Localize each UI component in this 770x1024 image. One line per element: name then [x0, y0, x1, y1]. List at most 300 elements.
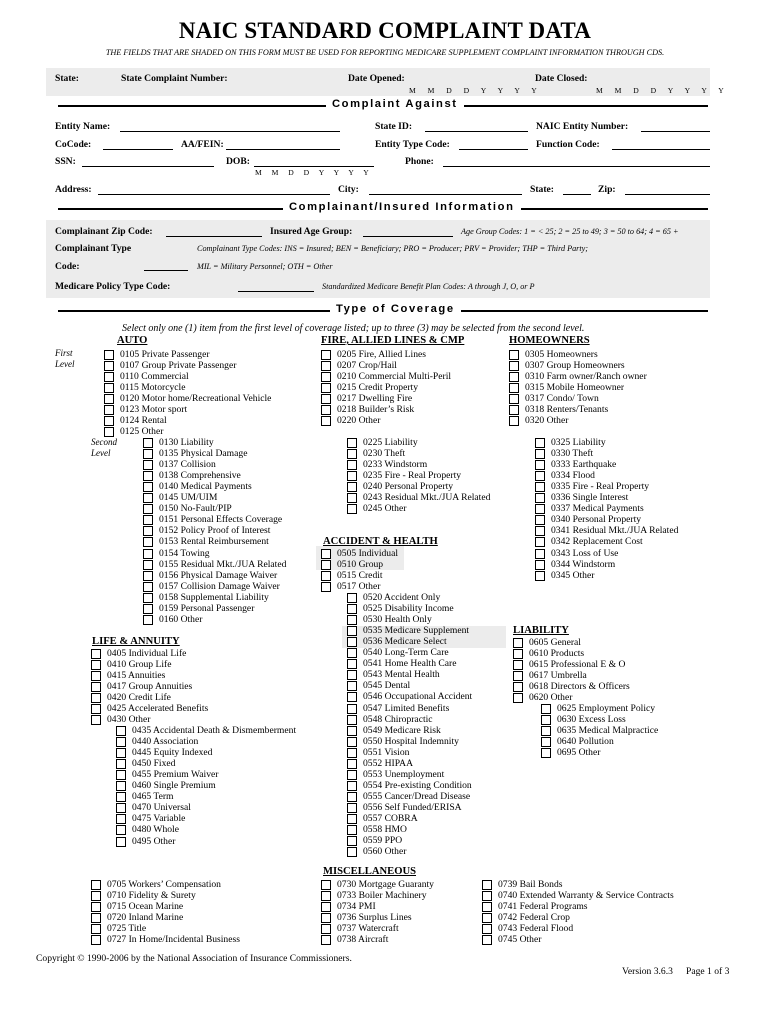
option-label: 0618 Directors & Officers: [529, 681, 630, 693]
option-label: 0739 Bail Bonds: [498, 879, 563, 890]
option-label: 0740 Extended Warranty & Service Contracts: [498, 890, 674, 902]
coverage-instruction: Select only one (1) item from the first level of coverage listed; up to three (3) may be selected from the second level.: [122, 323, 585, 334]
checkbox[interactable]: [535, 560, 545, 570]
address-label: Address:: [55, 184, 92, 195]
zip-label: Zip:: [598, 184, 616, 195]
checkbox[interactable]: [116, 792, 126, 802]
checkbox[interactable]: [541, 748, 551, 758]
checkbox[interactable]: [321, 902, 331, 912]
option-label: 0557 COBRA: [363, 813, 418, 824]
checkbox[interactable]: [143, 449, 153, 459]
checkbox[interactable]: [116, 814, 126, 824]
checkbox[interactable]: [143, 460, 153, 470]
checkbox[interactable]: [321, 394, 331, 404]
ssn-field[interactable]: [82, 166, 214, 167]
ssn-label: SSN:: [55, 156, 76, 167]
first-level-label-2: Level: [55, 359, 75, 369]
miscellaneous-header: MISCELLANEOUS: [323, 866, 417, 877]
checkbox[interactable]: [116, 748, 126, 758]
checkbox[interactable]: [347, 759, 357, 769]
option-label: 0233 Windstorm: [363, 459, 428, 471]
option-label: 0530 Health Only: [363, 614, 432, 626]
checkbox[interactable]: [321, 350, 331, 360]
option-label: 0240 Personal Property: [363, 481, 454, 493]
checkbox[interactable]: [347, 449, 357, 459]
option-label: 0230 Theft: [363, 448, 406, 460]
option-label: 0120 Motor home/Recreational Vehicle: [120, 393, 272, 405]
checkbox[interactable]: [513, 682, 523, 692]
option-label: 0245 Other: [363, 503, 407, 515]
state-id-field[interactable]: [425, 131, 528, 132]
checkbox[interactable]: [541, 737, 551, 747]
option-label: 0725 Title: [107, 923, 147, 935]
checkbox[interactable]: [91, 649, 101, 659]
checkbox[interactable]: [535, 438, 545, 448]
first-level-label: First: [55, 348, 73, 358]
aafein-label: AA/FEIN:: [181, 139, 224, 150]
checkbox[interactable]: [143, 493, 153, 503]
checkbox[interactable]: [321, 891, 331, 901]
option-label: 0553 Unemployment: [363, 768, 445, 780]
checkbox[interactable]: [116, 726, 126, 736]
option-label: 0555 Cancer/Dread Disease: [363, 790, 471, 802]
option-label: 0334 Flood: [551, 470, 595, 482]
checkbox[interactable]: [541, 715, 551, 725]
option-label: 0225 Liability: [363, 437, 418, 448]
checkbox[interactable]: [482, 913, 492, 923]
checkbox[interactable]: [482, 891, 492, 901]
option-label: 0495 Other: [132, 835, 176, 847]
policy-type-code-field[interactable]: [238, 291, 314, 292]
checkbox[interactable]: [509, 383, 519, 393]
option-label: 0115 Motorcycle: [120, 382, 186, 394]
option-label: 0450 Fixed: [132, 758, 176, 770]
checkbox[interactable]: [509, 394, 519, 404]
checkbox[interactable]: [143, 515, 153, 525]
checkbox[interactable]: [116, 759, 126, 769]
state-complaint-number-label: State Complaint Number:: [121, 73, 228, 84]
option-label: 0335 Fire - Real Property: [551, 481, 650, 493]
option-label: 0435 Accidental Death & Dismemberment: [132, 725, 297, 736]
checkbox[interactable]: [91, 693, 101, 703]
checkbox[interactable]: [509, 416, 519, 426]
option-label: 0536 Medicare Select: [363, 636, 447, 648]
option-label: 0342 Replacement Cost: [551, 536, 643, 548]
phone-field[interactable]: [443, 166, 710, 167]
checkbox[interactable]: [347, 748, 357, 758]
checkbox[interactable]: [143, 549, 153, 559]
insured-age-group-field[interactable]: [363, 236, 453, 237]
checkbox[interactable]: [116, 825, 126, 835]
date-opened-format: M M D D Y Y Y Y: [409, 86, 542, 95]
entity-name-field[interactable]: [120, 131, 340, 132]
checkbox[interactable]: [91, 682, 101, 692]
checkbox[interactable]: [535, 460, 545, 470]
option-label: 0110 Commercial: [120, 371, 189, 383]
option-label: 0336 Single Interest: [551, 492, 629, 504]
option-label: 0153 Rental Reimbursement: [159, 536, 269, 548]
form-title: NAIC STANDARD COMPLAINT DATA: [178, 18, 592, 43]
checkbox[interactable]: [143, 438, 153, 448]
checkbox[interactable]: [116, 770, 126, 780]
checkbox[interactable]: [321, 560, 331, 570]
checkbox[interactable]: [104, 394, 114, 404]
checkbox[interactable]: [104, 383, 114, 393]
checkbox[interactable]: [347, 604, 357, 614]
checkbox[interactable]: [321, 924, 331, 934]
city-label: City:: [338, 184, 359, 195]
checkbox[interactable]: [321, 880, 331, 890]
option-label: 0470 Universal: [132, 802, 191, 814]
checkbox[interactable]: [104, 350, 114, 360]
function-code-field[interactable]: [612, 149, 710, 150]
option-label: 0741 Federal Programs: [498, 901, 588, 913]
liability-header: LIABILITY: [513, 625, 569, 636]
checkbox[interactable]: [347, 615, 357, 625]
option-label: 0154 Towing: [159, 547, 210, 559]
option-label: 0554 Pre-existing Condition: [363, 779, 472, 791]
option-label: 0333 Earthquake: [551, 459, 617, 471]
zip-field[interactable]: [625, 194, 710, 195]
checkbox[interactable]: [535, 515, 545, 525]
age-group-codes: Age Group Codes: 1 = < 25; 2 = 25 to 49; 3 = 50 to 64; 4 = 65 +: [461, 227, 679, 236]
checkbox[interactable]: [541, 704, 551, 714]
checkbox[interactable]: [347, 659, 357, 669]
entity-name-label: Entity Name:: [55, 121, 111, 132]
checkbox[interactable]: [347, 471, 357, 481]
checkbox[interactable]: [321, 913, 331, 923]
checkbox[interactable]: [321, 416, 331, 426]
checkbox[interactable]: [347, 681, 357, 691]
checkbox[interactable]: [347, 836, 357, 846]
checkbox[interactable]: [91, 660, 101, 670]
option-label: 0520 Accident Only: [363, 592, 441, 603]
option-label: 0158 Supplemental Liability: [159, 591, 269, 603]
option-label: 0125 Other: [120, 426, 164, 438]
checkbox[interactable]: [347, 792, 357, 802]
option-label: 0159 Personal Passenger: [159, 602, 255, 614]
checkbox[interactable]: [347, 648, 357, 658]
phone-label: Phone:: [405, 156, 434, 167]
checkbox[interactable]: [321, 935, 331, 945]
checkbox[interactable]: [535, 526, 545, 536]
checkbox[interactable]: [347, 847, 357, 857]
option-label: 0630 Excess Loss: [557, 714, 626, 726]
checkbox[interactable]: [143, 537, 153, 547]
option-label: 0215 Credit Property: [337, 382, 419, 394]
second-level-label-2: Level: [91, 448, 111, 458]
function-code-label: Function Code:: [536, 139, 600, 150]
cocode-label: CoCode:: [55, 139, 92, 150]
policy-type-code-label: Medicare Policy Type Code:: [55, 281, 171, 292]
checkbox[interactable]: [347, 781, 357, 791]
checkbox[interactable]: [513, 638, 523, 648]
option-label: 0617 Umbrella: [529, 670, 587, 682]
checkbox[interactable]: [347, 770, 357, 780]
checkbox[interactable]: [509, 350, 519, 360]
checkbox[interactable]: [91, 880, 101, 890]
address-field[interactable]: [98, 194, 330, 195]
date-closed-label: Date Closed:: [535, 73, 588, 84]
checkbox[interactable]: [116, 837, 126, 847]
checkbox[interactable]: [509, 372, 519, 382]
checkbox[interactable]: [143, 604, 153, 614]
option-label: 0320 Other: [525, 415, 569, 427]
checkbox[interactable]: [347, 504, 357, 514]
checkbox[interactable]: [347, 626, 357, 636]
option-label: 0525 Disability Income: [363, 603, 454, 615]
option-label: 0705 Workers’ Compensation: [107, 879, 221, 890]
city-field[interactable]: [369, 194, 522, 195]
option-label: 0445 Equity Indexed: [132, 747, 213, 759]
option-label: 0318 Renters/Tenants: [525, 404, 609, 416]
option-label: 0207 Crop/Hail: [337, 360, 397, 372]
checkbox[interactable]: [509, 405, 519, 415]
page-number: Page 1 of 3: [686, 966, 730, 977]
option-label: 0745 Other: [498, 934, 542, 946]
option-label: 0243 Residual Mkt./JUA Related: [363, 492, 491, 504]
option-label: 0140 Medical Payments: [159, 481, 252, 493]
option-label: 0475 Variable: [132, 813, 186, 825]
option-label: 0734 PMI: [337, 901, 376, 913]
option-label: 0440 Association: [132, 736, 199, 748]
option-label: 0157 Collision Damage Waiver: [159, 580, 280, 592]
checkbox[interactable]: [321, 405, 331, 415]
checkbox[interactable]: [347, 482, 357, 492]
checkbox[interactable]: [347, 825, 357, 835]
option-label: 0736 Surplus Lines: [337, 912, 412, 924]
checkbox[interactable]: [143, 482, 153, 492]
option-label: 0235 Fire - Real Property: [363, 470, 462, 482]
checkbox[interactable]: [91, 913, 101, 923]
option-label: 0130 Liability: [159, 437, 214, 448]
option-label: 0310 Farm owner/Ranch owner: [525, 371, 647, 383]
checkbox[interactable]: [321, 582, 331, 592]
option-label: 0345 Other: [551, 569, 595, 581]
version: Version 3.6.3: [622, 966, 673, 977]
checkbox[interactable]: [116, 737, 126, 747]
option-label: 0695 Other: [557, 747, 601, 759]
checkbox[interactable]: [482, 935, 492, 945]
checkbox[interactable]: [347, 460, 357, 470]
option-label: 0715 Ocean Marine: [107, 901, 184, 913]
complainant-title: Complainant/Insured Information: [283, 201, 521, 213]
option-label: 0620 Other: [529, 692, 573, 704]
checkbox[interactable]: [104, 405, 114, 415]
checkbox[interactable]: [104, 361, 114, 371]
checkbox[interactable]: [321, 372, 331, 382]
option-label: 0480 Whole: [132, 824, 179, 836]
checkbox[interactable]: [482, 924, 492, 934]
option-label: 0425 Accelerated Benefits: [107, 703, 209, 715]
checkbox[interactable]: [513, 660, 523, 670]
checkbox[interactable]: [321, 549, 331, 559]
checkbox[interactable]: [347, 692, 357, 702]
aafein-field[interactable]: [226, 149, 340, 150]
checkbox[interactable]: [347, 704, 357, 714]
option-label: 0341 Residual Mkt./JUA Related: [551, 525, 679, 537]
option-label: 0455 Premium Waiver: [132, 769, 219, 781]
option-label: 0330 Theft: [551, 448, 594, 460]
option-label: 0743 Federal Flood: [498, 923, 574, 935]
cocode-field[interactable]: [103, 149, 173, 150]
state-id-label: State ID:: [375, 121, 413, 132]
checkbox[interactable]: [509, 361, 519, 371]
option-label: 0720 Inland Marine: [107, 912, 184, 924]
option-label: 0217 Dwelling Fire: [337, 393, 413, 405]
option-label: 0560 Other: [363, 846, 407, 858]
checkbox[interactable]: [347, 438, 357, 448]
option-label: 0325 Liability: [551, 437, 606, 448]
checkbox[interactable]: [321, 383, 331, 393]
checkbox[interactable]: [535, 482, 545, 492]
naic-entity-number-field[interactable]: [641, 131, 710, 132]
option-label: 0517 Other: [337, 581, 381, 593]
option-label: 0305 Homeowners: [525, 349, 598, 360]
checkbox[interactable]: [143, 471, 153, 481]
entity-type-code-label: Entity Type Code:: [375, 139, 450, 150]
checkbox[interactable]: [347, 670, 357, 680]
address-state-label: State:: [530, 184, 554, 195]
coverage-title: Type of Coverage: [330, 303, 461, 315]
checkbox[interactable]: [321, 571, 331, 581]
option-label: 0315 Mobile Homeowner: [525, 382, 625, 394]
coverage-header: [0, 303, 770, 317]
option-label: 0733 Boiler Machinery: [337, 890, 427, 902]
option-label: 0710 Fidelity & Surety: [107, 890, 196, 902]
option-label: 0210 Commercial Multi-Peril: [337, 371, 452, 383]
option-label: 0727 In Home/Incidental Business: [107, 934, 240, 946]
dob-field[interactable]: [254, 166, 374, 167]
checkbox[interactable]: [347, 637, 357, 647]
option-label: 0460 Single Premium: [132, 780, 216, 792]
option-label: 0415 Annuities: [107, 670, 166, 682]
entity-type-code-field[interactable]: [459, 149, 528, 150]
checkbox[interactable]: [321, 361, 331, 371]
checkbox[interactable]: [91, 715, 101, 725]
option-label: 0417 Group Annuities: [107, 681, 193, 693]
checkbox[interactable]: [91, 891, 101, 901]
checkbox[interactable]: [347, 814, 357, 824]
checkbox[interactable]: [535, 449, 545, 459]
option-label: 0218 Builder’s Risk: [337, 404, 415, 416]
checkbox[interactable]: [143, 615, 153, 625]
complainant-type-code-label: Code:: [55, 261, 80, 272]
option-label: 0155 Residual Mkt./JUA Related: [159, 558, 287, 570]
option-label: 0205 Fire, Allied Lines: [337, 349, 426, 360]
naic-entity-number-label: NAIC Entity Number:: [536, 121, 629, 132]
option-label: 0220 Other: [337, 415, 381, 427]
checkbox[interactable]: [91, 935, 101, 945]
checkbox[interactable]: [143, 504, 153, 514]
complaint-against-title: Complaint Against: [326, 98, 464, 110]
complainant-type-label: Complainant Type: [55, 243, 132, 254]
accident-health-header: ACCIDENT & HEALTH: [323, 536, 438, 547]
checkbox[interactable]: [347, 493, 357, 503]
checkbox[interactable]: [535, 537, 545, 547]
checkbox[interactable]: [143, 526, 153, 536]
checkbox[interactable]: [513, 649, 523, 659]
checkbox[interactable]: [143, 582, 153, 592]
checkbox[interactable]: [347, 737, 357, 747]
option-label: 0610 Products: [529, 648, 585, 660]
form-subtitle: THE FIELDS THAT ARE SHADED ON THIS FORM MUST BE USED FOR REPORTING MEDICARE SUPPLEMENT COMPLAINT INFORMATION THROUGH CDS.: [105, 48, 665, 57]
checkbox[interactable]: [347, 726, 357, 736]
checkbox[interactable]: [347, 593, 357, 603]
option-label: 0510 Group: [337, 559, 384, 571]
checkbox[interactable]: [91, 671, 101, 681]
option-label: 0340 Personal Property: [551, 514, 642, 526]
checkbox[interactable]: [104, 372, 114, 382]
life-annuity-header: LIFE & ANNUITY: [92, 636, 180, 647]
checkbox[interactable]: [535, 549, 545, 559]
option-label: 0410 Group Life: [107, 659, 172, 671]
option-label: 0540 Long-Term Care: [363, 647, 449, 659]
checkbox[interactable]: [91, 704, 101, 714]
option-label: 0635 Medical Malpractice: [557, 725, 659, 737]
option-label: 0156 Physical Damage Waiver: [159, 569, 278, 581]
checkbox[interactable]: [116, 803, 126, 813]
fire-header: FIRE, ALLIED LINES & CMP: [321, 335, 465, 346]
copyright: Copyright © 1990-2006 by the National Association of Insurance Commissioners.: [36, 953, 352, 964]
option-label: 0742 Federal Crop: [498, 912, 570, 924]
option-label: 0307 Group Homeowners: [525, 360, 625, 372]
checkbox[interactable]: [535, 504, 545, 514]
complainant-header: [0, 201, 770, 215]
complainant-zip-label: Complainant Zip Code:: [55, 226, 153, 237]
option-label: 0151 Personal Effects Coverage: [159, 514, 283, 526]
option-label: 0138 Comprehensive: [159, 470, 241, 482]
complainant-zip-field[interactable]: [166, 236, 262, 237]
checkbox[interactable]: [143, 571, 153, 581]
checkbox[interactable]: [91, 902, 101, 912]
checkbox[interactable]: [347, 803, 357, 813]
option-label: 0545 Dental: [363, 680, 411, 692]
checkbox[interactable]: [482, 880, 492, 890]
option-label: 0152 Policy Proof of Interest: [159, 525, 271, 537]
checkbox[interactable]: [91, 924, 101, 934]
option-label: 0558 HMO: [363, 824, 407, 836]
option-label: 0515 Credit: [337, 570, 383, 582]
insured-age-group-label: Insured Age Group:: [270, 226, 353, 237]
option-label: 0546 Occupational Accident: [363, 691, 473, 703]
option-label: 0556 Self Funded/ERISA: [363, 801, 462, 813]
option-label: 0737 Watercraft: [337, 923, 399, 935]
checkbox[interactable]: [347, 715, 357, 725]
checkbox[interactable]: [482, 902, 492, 912]
option-label: 0150 No-Fault/PIP: [159, 503, 232, 515]
checkbox[interactable]: [116, 781, 126, 791]
checkbox[interactable]: [513, 693, 523, 703]
checkbox[interactable]: [513, 671, 523, 681]
checkbox[interactable]: [104, 427, 114, 437]
checkbox[interactable]: [104, 416, 114, 426]
option-label: 0535 Medicare Supplement: [363, 625, 470, 637]
option-label: 0124 Rental: [120, 415, 167, 427]
checkbox[interactable]: [535, 471, 545, 481]
option-label: 0615 Professional E & O: [529, 659, 626, 671]
checkbox[interactable]: [535, 493, 545, 503]
checkbox[interactable]: [143, 593, 153, 603]
address-state-field[interactable]: [563, 194, 591, 195]
checkbox[interactable]: [143, 560, 153, 570]
checkbox[interactable]: [535, 571, 545, 581]
option-label: 0625 Employment Policy: [557, 703, 656, 714]
checkbox[interactable]: [541, 726, 551, 736]
option-label: 0317 Condo/ Town: [525, 393, 599, 405]
complainant-type-code-field[interactable]: [144, 270, 188, 271]
option-label: 0145 UM/UIM: [159, 492, 218, 504]
